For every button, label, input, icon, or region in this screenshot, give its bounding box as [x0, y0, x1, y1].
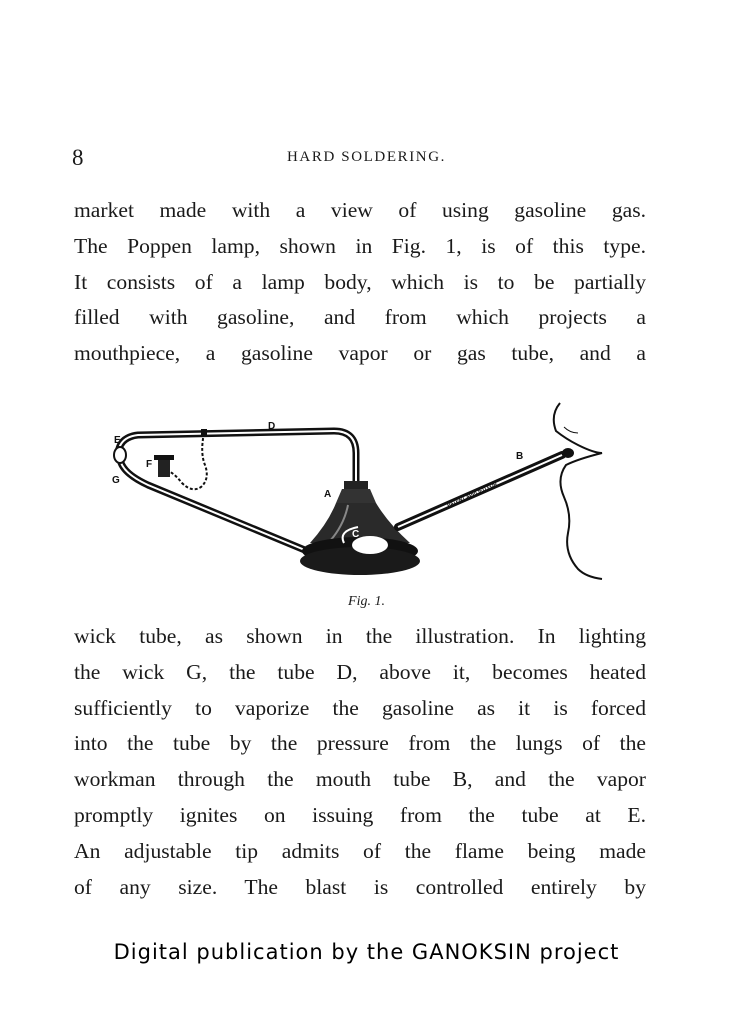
text-line: The Poppen lamp, shown in Fig. 1, is of this type.: [74, 233, 646, 258]
page-number: 8: [72, 145, 84, 170]
text-line: It consists of a lamp body, which is to be partially: [74, 269, 646, 294]
text-line: of any size. The blast is controlled entirely by: [74, 874, 646, 899]
label-g: G: [112, 475, 120, 486]
poppen-lamp-illustration: [108, 393, 618, 593]
text-line: promptly ignites on issuing from the tube at E.: [74, 802, 646, 827]
text-line: mouthpiece, a gasoline vapor or gas tube, and a: [74, 341, 646, 366]
text-line: market made with a view of using gasoline gas.: [74, 198, 646, 222]
publication-credit: Digital publication by the GANOKSIN project: [113, 940, 620, 964]
gas-tube-d: [118, 431, 356, 485]
text-line: sufficiently to vaporize the gasoline as it is forced: [74, 695, 646, 720]
text-line: wick tube, as shown in the illustration. In lighting: [74, 624, 646, 648]
label-f: F: [146, 459, 153, 470]
label-c: C: [352, 529, 360, 540]
text-line: into the tube by the pressure from the lungs of the: [74, 731, 646, 756]
text-line: filled with gasoline, and from which projects a: [74, 305, 646, 330]
paragraph-bottom: [74, 619, 646, 905]
text-line: the wick G, the tube D, above it, becomes heated: [74, 659, 646, 684]
running-head: HARD SOLDERING.: [287, 149, 446, 165]
text-line: workman through the mouth tube B, and the vapor: [74, 767, 646, 792]
label-e: E: [114, 435, 121, 446]
face-profile: [554, 403, 602, 579]
chain: [168, 433, 207, 489]
label-b: B: [516, 451, 524, 462]
text-line: An adjustable tip admits of the flame being made: [74, 838, 646, 863]
adjuster-f: [158, 459, 170, 477]
paragraph-top: [74, 193, 646, 372]
figure-caption: Fig. 1.: [348, 594, 385, 609]
label-d: D: [268, 421, 276, 432]
wick-tip: [114, 447, 126, 463]
tube-stamp: PATENT APPLIED FOR: [446, 481, 499, 509]
wick-tube-g: [120, 459, 312, 553]
label-a: A: [324, 489, 332, 500]
